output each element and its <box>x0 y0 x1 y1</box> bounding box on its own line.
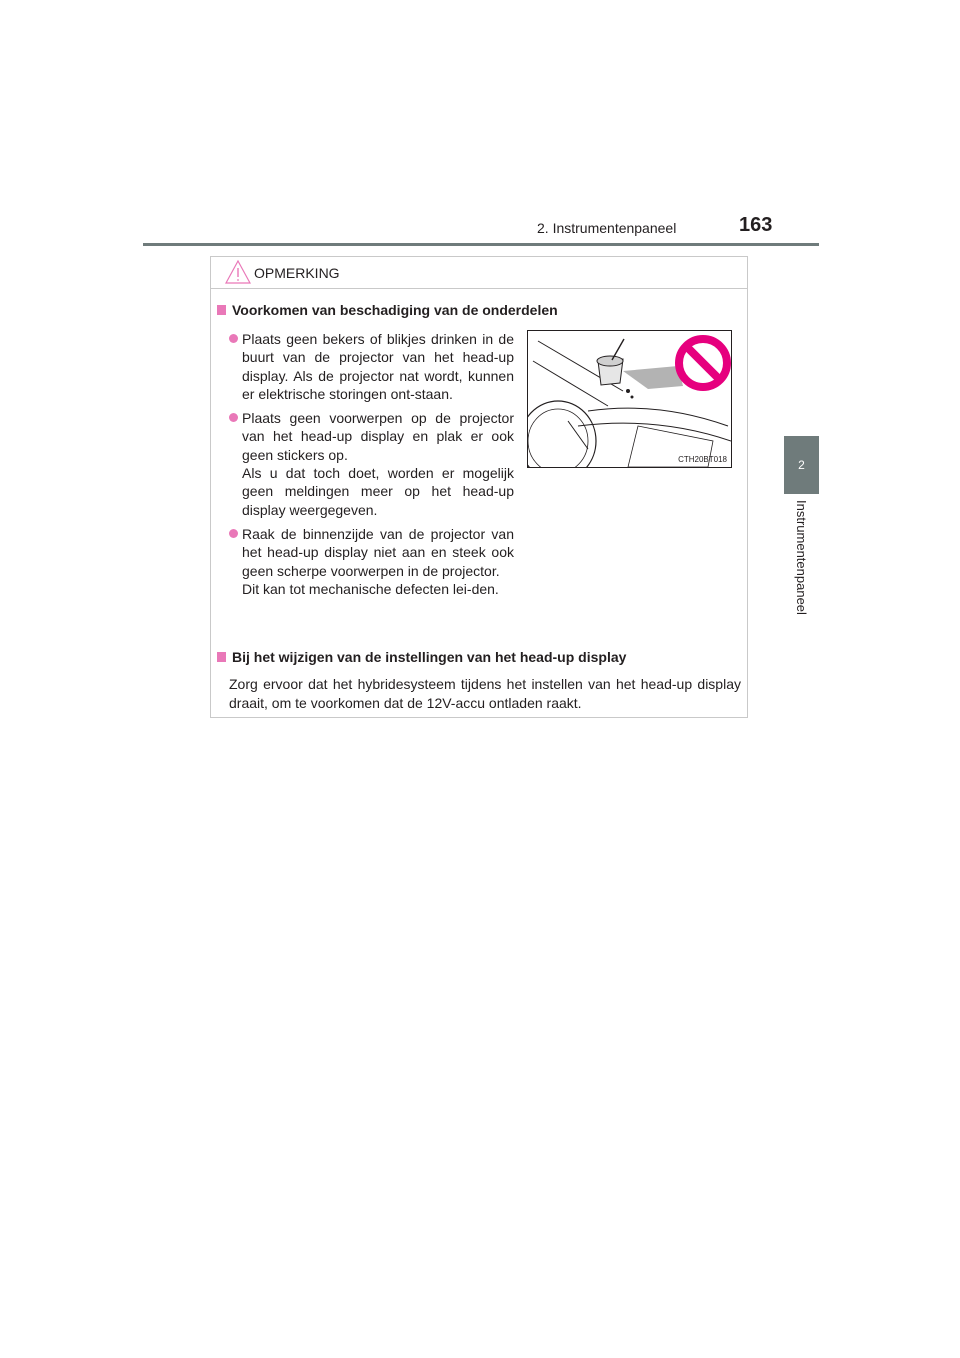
header-divider <box>143 243 819 246</box>
bullet-text: Plaats geen bekers of blikjes drinken in de buurt van de projector van het head-up display. Als de projector nat wordt, kunnen er elektrische storingen ont-staan. <box>242 331 514 402</box>
illustration-code: CTH20BT018 <box>678 455 727 464</box>
bullet-text: Als u dat toch doet, worden er mogelijk geen meldingen meer op het head-up display weergegeven. <box>242 465 514 518</box>
dashboard-drawing <box>528 331 731 467</box>
bullet-text: Plaats geen voorwerpen op de projector van het head-up display en plak er ook geen stickers op. <box>242 410 514 463</box>
list-item <box>229 330 514 403</box>
section-paragraph: Zorg ervoor dat het hybridesysteem tijdens het instellen van het head-up display draait, om te voorkomen dat de 12V-accu ontladen raakt. <box>229 676 741 711</box>
notice-header <box>211 257 747 289</box>
bullet-dot-icon <box>229 413 238 422</box>
section-title: 2. Instrumentenpaneel <box>537 220 677 236</box>
chapter-label: Instrumentenpaneel <box>794 500 809 615</box>
square-bullet-icon <box>217 305 226 315</box>
illustration-no-drinks-on-projector <box>527 330 732 468</box>
section-heading-text: Voorkomen van beschadiging van de onderdelen <box>232 302 558 318</box>
section-heading-settings <box>217 649 626 665</box>
section-heading-damage <box>217 302 558 318</box>
notice-title: OPMERKING <box>254 265 340 281</box>
section-heading-text: Bij het wijzigen van de instellingen van het head-up display <box>232 649 627 665</box>
chapter-tab-label <box>784 500 819 630</box>
notice-box <box>210 256 748 718</box>
bullet-text: Raak de binnenzijde van de projector van het head-up display niet aan en steek ook geen scherpe voorwerpen in de projector. <box>242 525 514 579</box>
bullet-dot-icon <box>229 334 238 343</box>
warning-icon <box>225 259 251 285</box>
list-item <box>229 525 514 598</box>
square-bullet-icon <box>217 652 226 662</box>
bullet-list <box>229 330 514 604</box>
chapter-tab <box>784 436 819 494</box>
bullet-dot-icon <box>229 529 238 538</box>
list-item <box>229 409 514 519</box>
bullet-text: Dit kan tot mechanische defecten lei-den. <box>242 580 499 597</box>
page-number: 163 <box>739 214 773 236</box>
chapter-number: 2 <box>798 458 805 472</box>
